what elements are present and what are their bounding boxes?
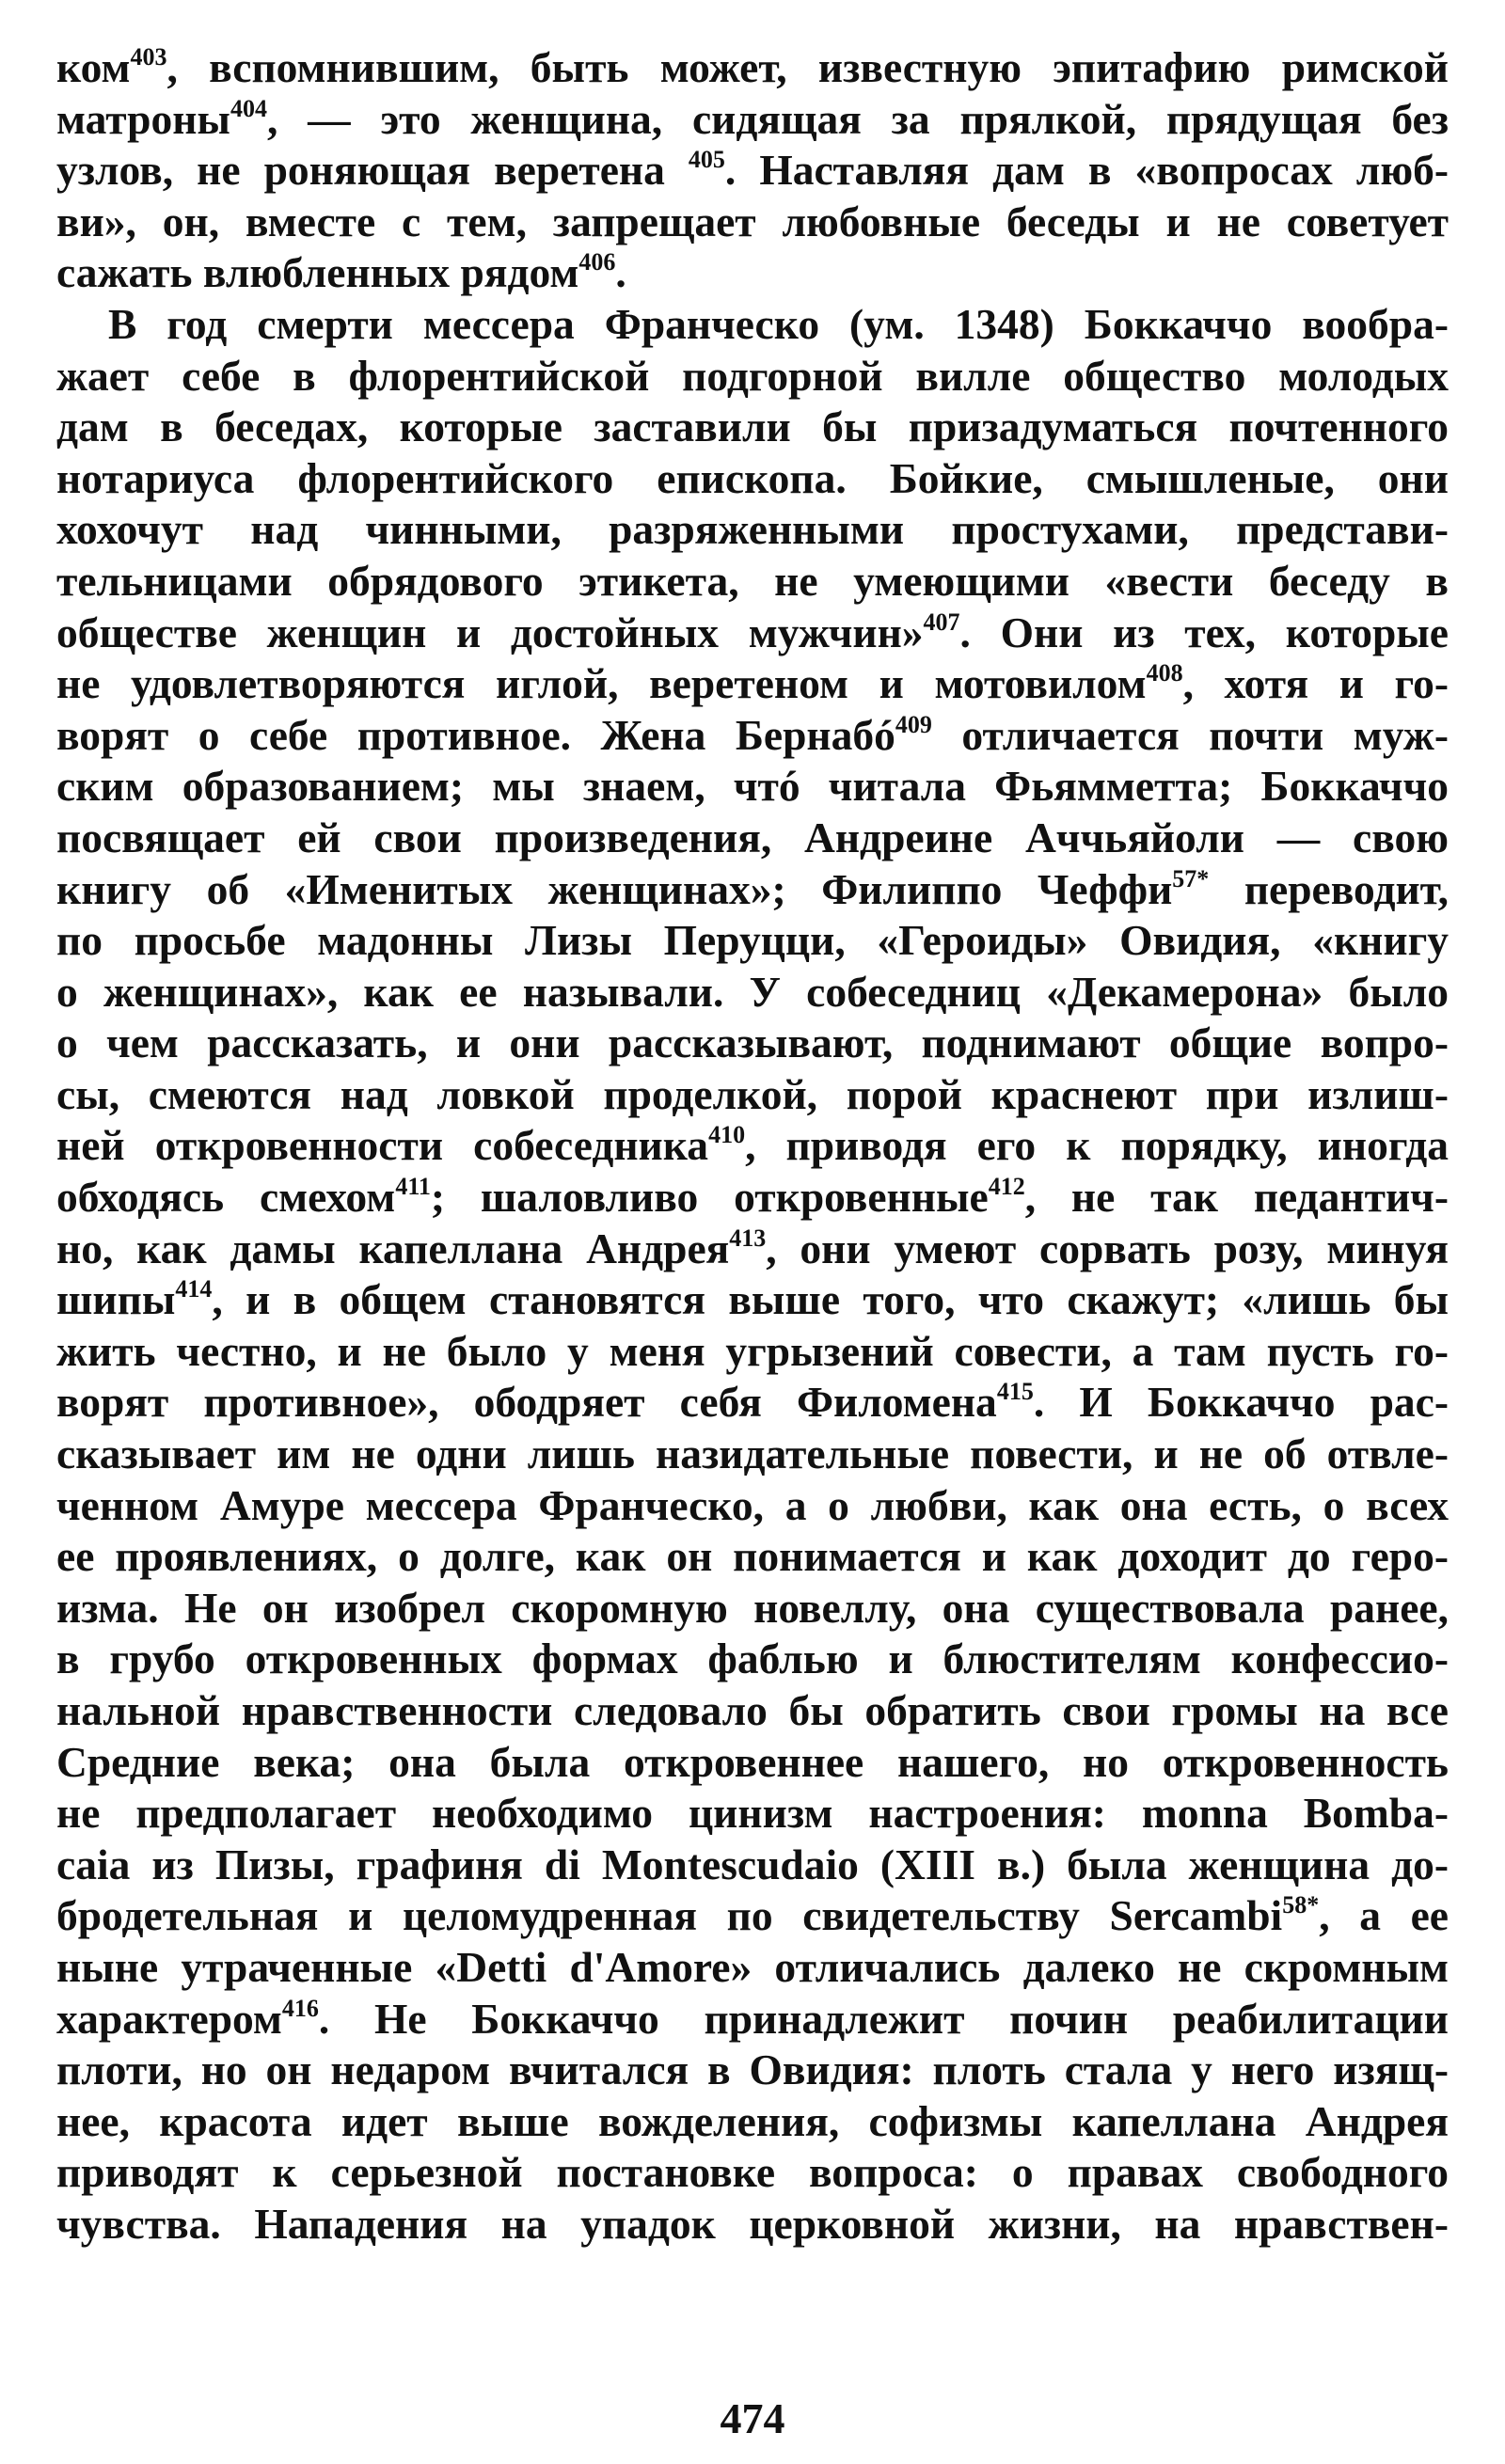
line-text: сы, смеются над ловкой проделкой, порой краснеют при излиш- <box>56 1069 1449 1118</box>
text-line <box>56 2199 1449 2251</box>
footnote-ref: 415 <box>996 1378 1034 1406</box>
page-body <box>56 42 1449 2251</box>
line-text: сказывает им не одни лишь назидательные повести, и не об отвле- <box>56 1429 1449 1478</box>
line-text: . Они из тех, которые <box>959 608 1449 656</box>
text-line <box>56 504 1449 556</box>
text-line <box>56 1120 1449 1172</box>
line-text: , хотя и го- <box>1182 659 1449 708</box>
line-text: не удовлетворяются иглой, веретеном и мотовилом <box>56 659 1147 708</box>
footnote-ref: 406 <box>578 248 616 276</box>
line-text: ней откровенности собеседника <box>56 1121 709 1170</box>
footnote-ref: 409 <box>895 710 932 738</box>
line-text: , они умеют сорвать розу, минуя <box>766 1224 1449 1272</box>
line-text: обходясь смехом <box>56 1173 396 1222</box>
line-text: ворят о себе противное. Жена Бернабó <box>56 710 895 759</box>
text-line <box>56 1583 1449 1635</box>
footnote-ref: 404 <box>230 94 267 122</box>
footnote-ref: 411 <box>395 1173 431 1201</box>
paragraph-1 <box>56 42 1449 299</box>
text-line <box>56 1377 1449 1429</box>
text-line <box>56 2045 1449 2096</box>
line-text: тельницами обрядового этикета, не умеющими «вести беседу в <box>56 556 1449 605</box>
text-line <box>56 1634 1449 1685</box>
line-text: матроны <box>56 94 230 143</box>
line-text: сажать влюбленных рядом <box>56 248 579 297</box>
footnote-ref: 410 <box>708 1121 746 1149</box>
line-text: ви», он, вместе с тем, запрещает любовные беседы и не советует <box>56 197 1449 245</box>
text-line <box>56 556 1449 608</box>
line-text: ее проявлениях, о долге, как он понимается и как доходит до геро- <box>56 1532 1449 1581</box>
line-text: . <box>615 248 626 297</box>
text-line <box>56 1994 1449 2045</box>
text-line <box>56 864 1449 916</box>
line-text: . Наставляя дам в «вопросах люб- <box>724 146 1449 195</box>
footnote-ref: 412 <box>988 1173 1025 1201</box>
text-line <box>56 1531 1449 1583</box>
text-line <box>56 710 1449 762</box>
line-text: шипы <box>56 1275 176 1324</box>
line-text: ; шаловливо откровенные <box>430 1173 989 1222</box>
line-text: изма. Не он изобрел скоромную новеллу, она существовала ранее, <box>56 1583 1449 1632</box>
line-text: посвящает ей свои произведения, Андреине Аччьяйоли — свою <box>56 813 1449 861</box>
text-line <box>56 608 1449 659</box>
text-line <box>56 402 1449 453</box>
text-line <box>56 1942 1449 1994</box>
footnote-ref: 57* <box>1172 864 1210 892</box>
text-line <box>56 197 1449 248</box>
footnote-ref: 403 <box>130 43 167 71</box>
line-text: книгу об «Именитых женщинах»; Филиппо Чеффи <box>56 864 1173 913</box>
line-text: по просьбе мадонны Лизы Перуцци, «Героиды» Овидия, «книгу <box>56 916 1449 965</box>
line-text: не предполагает необходимо цинизм настроения: monna Bomba- <box>56 1789 1449 1838</box>
line-text: , а ее <box>1319 1891 1449 1940</box>
text-line <box>56 1788 1449 1840</box>
text-line <box>56 1018 1449 1069</box>
line-text: нее, красота идет выше вожделения, софизмы капеллана Андрея <box>56 2096 1449 2145</box>
line-text: хохочут над чинными, разряженными простухами, представи- <box>56 505 1449 554</box>
text-line <box>56 1840 1449 1891</box>
text-line <box>56 967 1449 1019</box>
footnote-ref: 408 <box>1146 659 1183 687</box>
line-text: ченном Амуре мессера Франческо, а о любви, как она есть, о всех <box>56 1480 1449 1529</box>
line-text: характером <box>56 1994 282 2043</box>
line-text: плоти, но он недаром вчитался в Овидия: плоть стала у него изящ- <box>56 2045 1449 2094</box>
page-number: 474 <box>720 2394 785 2442</box>
line-text: чувства. Нападения на упадок церковной жизни, на нравствен- <box>56 2199 1449 2248</box>
line-text: нальной нравственности следовало бы обратить свои громы на все <box>56 1686 1449 1734</box>
line-text: переводит, <box>1209 864 1449 913</box>
line-text: Средние века; она была откровеннее нашего, но откровенность <box>56 1737 1449 1786</box>
text-line <box>56 1685 1449 1737</box>
line-text: ныне утраченные «Detti d'Amore» отличались далеко не скромным <box>56 1942 1449 1991</box>
line-text: жает себе в флорентийской подгорной вилле общество молодых <box>56 351 1449 400</box>
line-text: узлов, не роняющая веретена <box>56 146 689 195</box>
text-line <box>56 1172 1449 1224</box>
line-text: о женщинах», как ее называли. У собеседниц «Декамерона» было <box>56 967 1449 1016</box>
line-text: приводят к серьезной постановке вопроса: о правах свободного <box>56 2148 1449 2197</box>
text-line <box>56 1069 1449 1121</box>
text-line <box>56 94 1449 146</box>
footnote-ref: 405 <box>688 146 725 174</box>
line-text: , приводя его к порядку, иногда <box>745 1121 1449 1170</box>
footnote-ref: 416 <box>281 1994 319 2022</box>
line-text: ским образованием; мы знаем, чтó читала Фьямметта; Боккаччо <box>56 762 1449 811</box>
line-text: caia из Пизы, графиня di Montescudaio (XIII в.) была женщина до- <box>56 1840 1449 1888</box>
line-text: ворят противное», ободряет себя Филомена <box>56 1378 997 1427</box>
text-line <box>56 2147 1449 2199</box>
footnote-ref: 407 <box>923 608 960 636</box>
line-text: бродетельная и целомудренная по свидетельству Sercambi <box>56 1891 1283 1940</box>
text-line <box>56 915 1449 967</box>
text-line <box>56 453 1449 505</box>
text-line <box>56 42 1449 94</box>
line-text: , не так педантич- <box>1024 1173 1449 1222</box>
text-line <box>56 761 1449 813</box>
footnote-ref: 58* <box>1282 1891 1320 1919</box>
line-text: , и в общем становятся выше того, что скажут; «лишь бы <box>212 1275 1449 1324</box>
line-text: . Не Боккаччо принадлежит почин реабилитации <box>318 1994 1449 2043</box>
text-line <box>56 145 1449 197</box>
line-text: нотариуса флорентийского епископа. Бойкие, смышленые, они <box>56 453 1449 502</box>
text-line <box>56 1480 1449 1532</box>
text-line <box>56 1224 1449 1275</box>
line-text: о чем рассказать, и они рассказывают, поднимают общие вопро- <box>56 1019 1449 1067</box>
text-line <box>56 2096 1449 2148</box>
line-text: жить честно, и не было у меня угрызений совести, а там пусть го- <box>56 1326 1449 1375</box>
line-text: в грубо откровенных формах фаблью и блюстителям конфессио- <box>56 1635 1449 1683</box>
line-text: отличается почти муж- <box>931 710 1449 759</box>
text-line <box>56 1429 1449 1480</box>
footnote-ref: 414 <box>175 1275 213 1303</box>
text-line <box>56 1326 1449 1378</box>
text-line <box>56 247 1449 299</box>
footnote-ref: 413 <box>729 1224 767 1252</box>
text-line <box>56 658 1449 710</box>
line-text: обществе женщин и достойных мужчин» <box>56 608 924 656</box>
text-line <box>56 813 1449 864</box>
line-text: В год смерти мессера Франческо (ум. 1348) Боккаччо вообра- <box>108 299 1449 348</box>
text-line <box>56 1737 1449 1789</box>
paragraph-2 <box>56 299 1449 2251</box>
text-line <box>56 1890 1449 1942</box>
text-line <box>56 299 1449 351</box>
line-text: , — это женщина, сидящая за прялкой, прядущая без <box>266 94 1449 143</box>
line-text: дам в беседах, которые заставили бы призадуматься почтенного <box>56 403 1449 451</box>
line-text: , вспомнившим, быть может, известную эпитафию римской <box>166 43 1449 91</box>
line-text: . И Боккаччо рас- <box>1033 1378 1449 1427</box>
text-line <box>56 351 1449 403</box>
line-text: ком <box>56 43 131 91</box>
text-line <box>56 1274 1449 1326</box>
line-text: но, как дамы капеллана Андрея <box>56 1224 730 1272</box>
